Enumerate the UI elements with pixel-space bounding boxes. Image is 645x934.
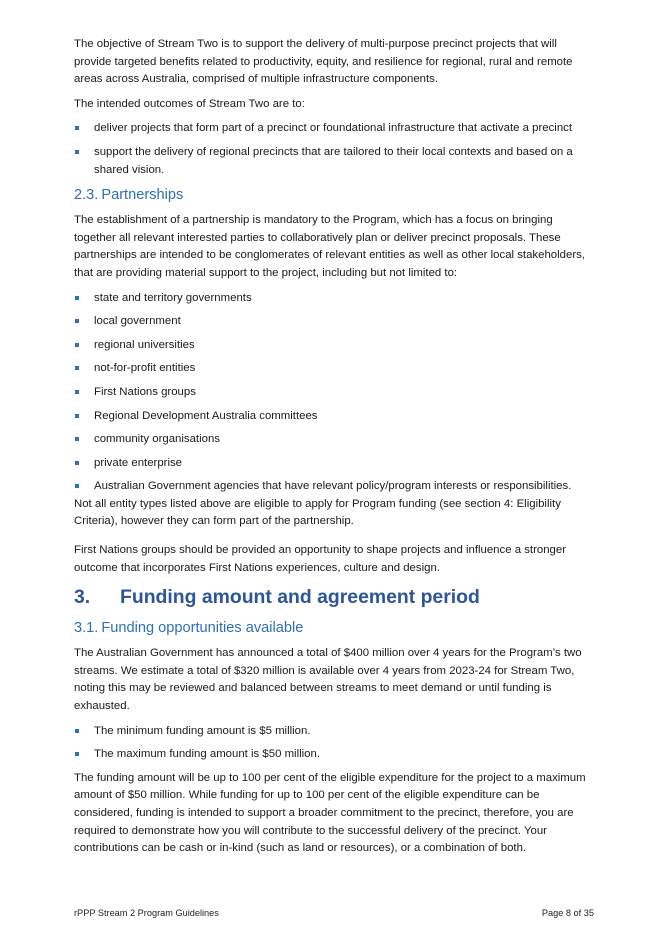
funding-intro: The Australian Government has announced a total of $400 million over 4 years for the Program’s two streams. We estimate a total of $320 million is available over 4 years from 2023-24 for Stream Two, noting this may be reviewed and balanced between streams to meet demand or until funding is exhausted.: [74, 647, 582, 713]
stream-two-outcomes-intro: The intended outcomes of Stream Two are to:: [74, 97, 305, 110]
list-item: [74, 478, 594, 496]
stream-two-outcomes-list: [74, 120, 594, 179]
heading-number: 2.3.: [74, 187, 99, 204]
heading-number: 3.1.: [74, 620, 99, 637]
list-item: [74, 384, 594, 402]
square-bullet-icon: [75, 437, 79, 441]
list-item-text: The minimum funding amount is $5 million.: [94, 724, 311, 737]
list-item: [74, 455, 594, 473]
square-bullet-icon: [75, 150, 79, 154]
list-item-text: The maximum funding amount is $50 million.: [94, 748, 321, 761]
list-item-text: regional universities: [94, 338, 195, 351]
list-item: [74, 337, 594, 355]
document-page: [74, 36, 594, 858]
footer-page-number: Page 8 of 35: [541, 908, 594, 918]
section-3-heading: [74, 584, 594, 610]
square-bullet-icon: [75, 126, 79, 130]
partnerships-heading: [74, 185, 594, 205]
list-item: [74, 120, 594, 138]
footer-doc-title: rPPP Stream 2 Program Guidelines: [74, 908, 219, 918]
square-bullet-icon: [75, 729, 79, 733]
list-item-text: First Nations groups: [94, 385, 196, 398]
list-item: [74, 408, 594, 426]
square-bullet-icon: [75, 296, 79, 300]
square-bullet-icon: [75, 461, 79, 465]
list-item: [74, 431, 594, 449]
funding-limits-list: [74, 723, 594, 764]
list-item: [74, 144, 594, 179]
list-item-text: private enterprise: [94, 456, 183, 469]
list-item-text: Australian Government agencies that have relevant policy/program interests or responsibilities.: [94, 480, 572, 493]
list-item: [74, 360, 594, 378]
eligibility-note: Not all entity types listed above are eligible to apply for Program funding (see section 4: Eligibility Criteria), however they can form part of the partnership.: [74, 497, 561, 528]
square-bullet-icon: [75, 319, 79, 323]
square-bullet-icon: [75, 366, 79, 370]
heading-number: 3.: [74, 586, 91, 609]
square-bullet-icon: [75, 390, 79, 394]
heading-title: Funding amount and agreement period: [120, 586, 480, 609]
list-item-text: not-for-profit entities: [94, 362, 196, 375]
list-item-text: local government: [94, 315, 181, 328]
square-bullet-icon: [75, 752, 79, 756]
funding-details: The funding amount will be up to 100 per cent of the eligible expenditure for the project to a maximum amount of $50 million. While funding for up to 100 per cent of the eligible expenditure can be considered, funding is intended to support a broader commitment to the precinct, therefore, you are required to demonstrate how you will contribute to the successful delivery of the precinct. Your contributions can be cash or in-kind (such as land or resources), or a combination of both.: [74, 771, 586, 855]
partnership-entities-list: [74, 290, 594, 496]
list-item-text: deliver projects that form part of a precinct or foundational infrastructure that activate a precinct: [94, 122, 573, 135]
first-nations-note: First Nations groups should be provided an opportunity to shape projects and influence a stronger outcome that incorporates First Nations experiences, culture and design.: [74, 544, 566, 574]
square-bullet-icon: [75, 484, 79, 488]
list-item-text: support the delivery of regional precincts that are tailored to their local contexts and based on a shared vision.: [94, 145, 573, 176]
list-item-text: Regional Development Australia committees: [94, 409, 318, 422]
stream-two-objective: The objective of Stream Two is to support the delivery of multi-purpose precinct projects that will provide targeted benefits related to productivity, equity, and resilience for regional, rural and remote areas across Australia, comprised of multiple infrastructure components.: [74, 38, 573, 86]
partnerships-intro: The establishment of a partnership is mandatory to the Program, which has a focus on bringing together all relevant interested parties to collaboratively plan or deliver precinct proposals. These partnerships are intended to be conglomerates of relevant entities as well as other local stakeholders, that are providing material support to the project, including but not limited to:: [74, 214, 585, 279]
square-bullet-icon: [75, 343, 79, 347]
heading-title: Partnerships: [101, 187, 184, 204]
list-item: [74, 290, 594, 308]
list-item-text: state and territory governments: [94, 291, 252, 304]
funding-opportunities-heading: [74, 618, 594, 638]
square-bullet-icon: [75, 414, 79, 418]
list-item: [74, 746, 594, 764]
list-item: [74, 313, 594, 331]
list-item-text: community organisations: [94, 433, 220, 446]
list-item: [74, 723, 594, 741]
heading-title: Funding opportunities available: [101, 620, 304, 637]
